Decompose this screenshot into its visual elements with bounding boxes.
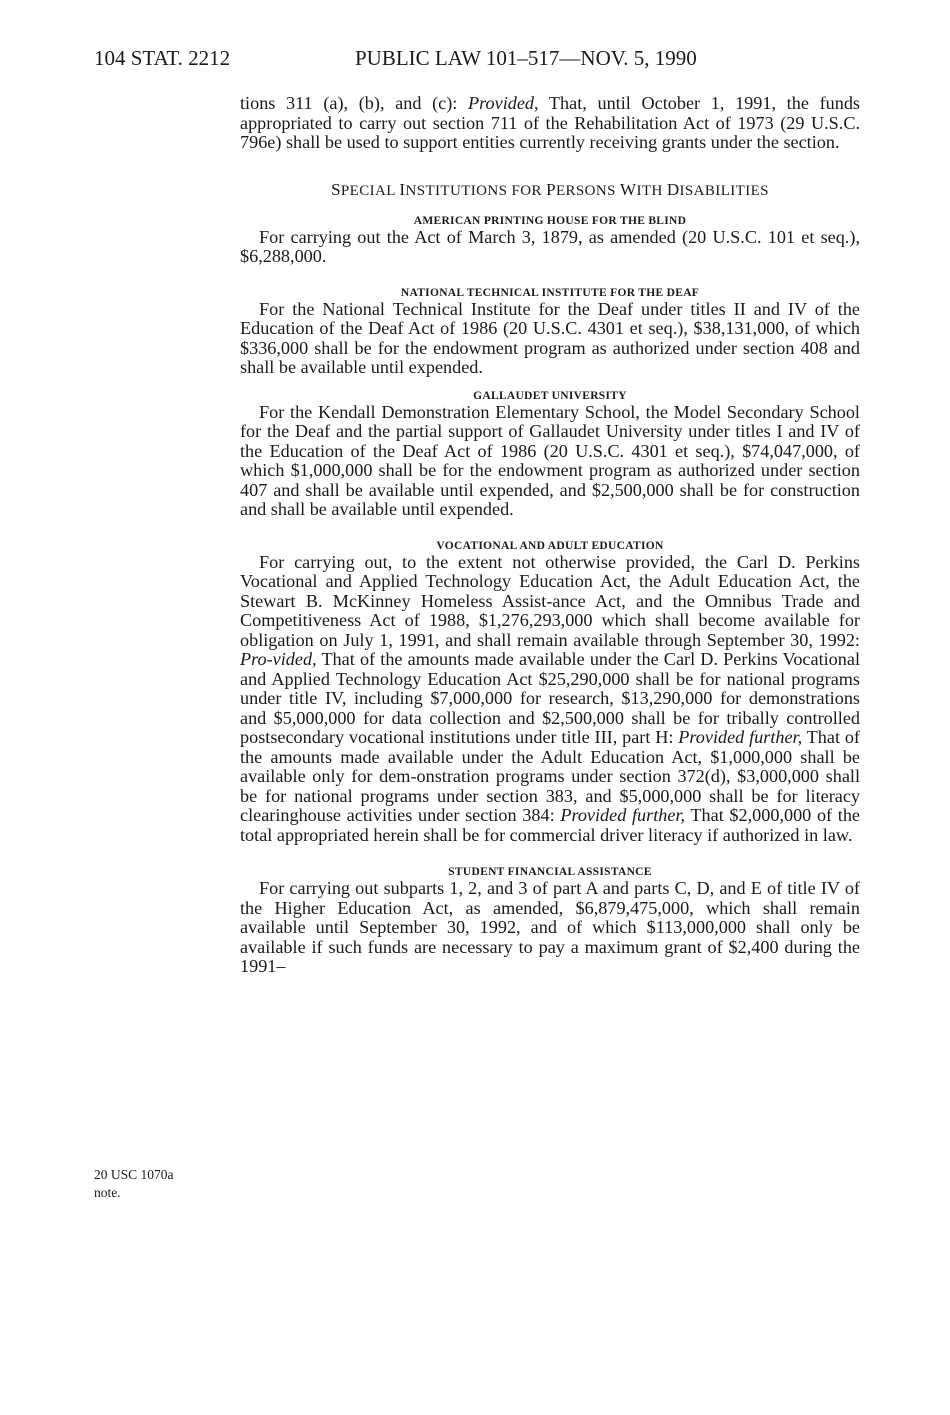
provided-further-proviso: Provided further, <box>678 727 803 747</box>
subheading-student-financial-assistance: STUDENT FINANCIAL ASSISTANCE <box>448 866 652 878</box>
subheading-vocational-adult-education: VOCATIONAL AND ADULT EDUCATION <box>436 539 664 552</box>
paragraph-ntid: For the National Technical Institute for the Deaf under titles II and IV of the Education of the Deaf Act of 1986 (20 U.S.C. 4301 et seq.), $38,131,000, of which $336,000 shall be for the endowment program as authorized under section 408 and shall be available until expended. <box>240 298 860 377</box>
provided-further-proviso: Provided further, <box>560 805 686 825</box>
subheading-ntid: NATIONAL TECHNICAL INSTITUTE FOR THE DEAF <box>400 286 700 299</box>
intro-text-2: That, until October 1, 1991, the funds appropriated to carry out section 711 of the Rehabilitation Act of 1973 (29 U.S.C. 796e) shall be used to support entities currently receiving grants under the section. <box>240 93 860 152</box>
section-heading-special-institutions: SPECIAL INSTITUTIONS FOR PERSONS WITH DISABILITIES <box>331 179 769 199</box>
paragraph-american-printing-house: For carrying out the Act of March 3, 1879, as amended (20 U.S.C. 101 et seq.), $6,288,000. <box>240 226 860 266</box>
main-text-column <box>240 94 860 977</box>
stat-page-number: 104 STAT. 2212 <box>94 46 231 70</box>
margin-citation-note <box>94 1166 214 1202</box>
subheading-gallaudet: GALLAUDET UNIVERSITY <box>473 389 627 402</box>
page-header <box>94 46 874 80</box>
intro-paragraph <box>240 94 860 153</box>
provided-proviso: Provided, <box>468 93 539 113</box>
paragraph-gallaudet: For the Kendall Demonstration Elementary School, the Model Secondary School for the Deaf and the partial support of Gallaudet University under titles I and IV of the Education of the Deaf Act of 1986 (20 U.S.C. 4301 et seq.), $74,047,000, of which $1,000,000 shall be for the endowment program as authorized under section 407 and shall be available until expended, and $2,500,000 shall be for construction and shall be available until expended. <box>240 401 860 519</box>
intro-text-1: tions 311 (a), (b), and (c): <box>240 93 469 113</box>
paragraph-student-financial-assistance: For carrying out subparts 1, 2, and 3 of part A and parts C, D, and E of title IV of the Higher Education Act, as amended, $6,879,475,000, which shall remain available until September 30, 1992, and of which $113,000,000 shall only be available if such funds are necessary to pay a maximum grant of $2,400 during the 1991– <box>240 878 860 976</box>
public-law-title: PUBLIC LAW 101–517—NOV. 5, 1990 <box>355 46 697 70</box>
paragraph-vocational-adult-education: For carrying out, to the extent not otherwise provided, the Carl D. Perkins Vocational and Applied Technology Education Act, the Adult Education Act, the Stewart B. McKinney Homeless Assist-ance Act, and the Omnibus Trade and Competitiveness Act of 1988, $1,276,293,000 which shall become available for obligation on July 1, 1991, and shall remain available through September 30, 1992: Pro-vided, That of the amounts made available under the Carl D. Perkins Vocational and Applied Technology Education Act $25,290,000 shall be for national programs under title IV, including $7,000,000 for research, $13,290,000 for demonstrations and $5,000,000 for data collection and $2,500,000 shall be for tribally controlled postsecondary vocational institutions under title III, part H: Provided further, That of the amounts made available under the Adult Education Act, $1,000,000 shall be available only for dem-onstration programs under section 372(d), $3,000,000 shall be for national programs under section 383, and $5,000,000 shall be for literacy clearinghouse activities under section 384: Provided further, That $2,000,000 of the total appropriated herein shall be for commercial driver literacy if authorized in law. <box>240 551 861 845</box>
provided-proviso: Pro-vided, <box>240 649 317 669</box>
subheading-american-printing-house: AMERICAN PRINTING HOUSE FOR THE BLIND <box>413 214 687 227</box>
margin-note-label: note. <box>94 1185 121 1200</box>
margin-citation: 20 USC 1070a <box>94 1167 174 1182</box>
